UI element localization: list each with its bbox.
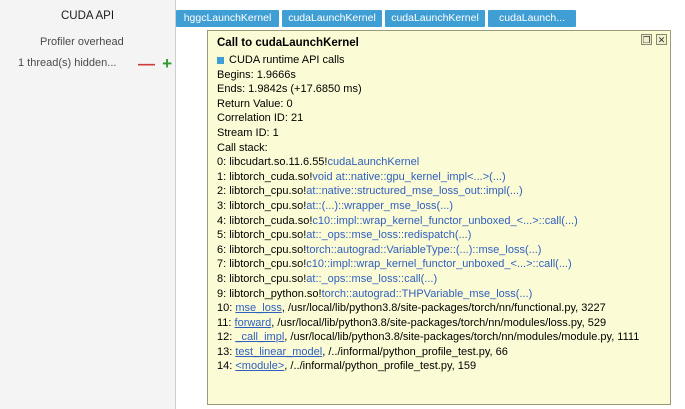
- timeline-kernel-row: [176, 10, 685, 27]
- cuda-api-label[interactable]: CUDA API: [60, 10, 115, 22]
- callstack-frame-index: 2:: [217, 185, 230, 198]
- callstack-list: [217, 155, 664, 374]
- callstack-frame-symbol[interactable]: torch::autograd::VariableType::(...)::mse_loss(...): [306, 243, 542, 256]
- profiler-overhead-label[interactable]: Profiler overhead: [40, 36, 124, 48]
- tooltip-field-begins: Begins: 1.9666s: [217, 68, 296, 81]
- callstack-frame[interactable]: [217, 330, 664, 345]
- callstack-frame-module: libcudart.so.11.6.55!: [229, 156, 328, 169]
- tooltip-field-stream-id: Stream ID: 1: [217, 126, 279, 139]
- callstack-frame-symbol[interactable]: void at::native::gpu_kernel_impl<...>(...): [312, 170, 506, 183]
- thread-visibility-controls: [134, 54, 172, 73]
- callstack-frame-module: libtorch_cpu.so!: [229, 229, 307, 242]
- timeline-chip-1[interactable]: cudaLaunchKernel: [282, 10, 382, 27]
- callstack-frame-symbol[interactable]: torch::autograd::THPVariable_mse_loss(...): [321, 287, 533, 300]
- callstack-frame-module: libtorch_cuda.so!: [229, 170, 313, 183]
- callstack-frame-index: 1:: [217, 170, 230, 183]
- timeline-chip-0[interactable]: hggcLaunchKernel: [176, 10, 279, 27]
- callstack-frame[interactable]: [217, 272, 664, 287]
- callstack-frame[interactable]: [217, 301, 664, 316]
- callstack-frame-module: libtorch_cpu.so!: [229, 272, 307, 285]
- callstack-frame-symbol[interactable]: at::_ops::mse_loss::redispatch(...): [306, 229, 472, 242]
- callstack-frame[interactable]: [217, 214, 664, 229]
- callstack-frame-symbol[interactable]: _call_impl: [235, 331, 285, 344]
- tooltip-category-label: CUDA runtime API calls: [229, 54, 345, 66]
- callstack-frame-module: libtorch_cpu.so!: [229, 243, 307, 256]
- threads-hidden-label[interactable]: 1 thread(s) hidden...: [18, 57, 117, 69]
- callstack-frame-path: , /usr/local/lib/python3.8/site-packages/torch/nn/modules/module.py, 1111: [284, 331, 640, 344]
- timeline-chip-3[interactable]: cudaLaunch...: [488, 10, 576, 27]
- restore-icon[interactable]: ❐: [642, 34, 651, 45]
- callstack-frame-index: 0:: [217, 156, 230, 169]
- close-icon[interactable]: ✕: [657, 34, 666, 45]
- callstack-frame-index: 3:: [217, 199, 230, 212]
- callstack-frame-index: 12:: [217, 331, 236, 344]
- callstack-frame[interactable]: [217, 257, 664, 272]
- callstack-frame[interactable]: [217, 316, 664, 331]
- callstack-frame[interactable]: [217, 345, 664, 360]
- callstack-frame[interactable]: [217, 184, 664, 199]
- event-details-tooltip: [207, 30, 671, 405]
- callstack-frame-path: , /../informal/python_profile_test.py, 66: [322, 345, 508, 358]
- callstack-frame-module: libtorch_cpu.so!: [229, 185, 307, 198]
- tooltip-content: [217, 37, 664, 374]
- callstack-frame-path: , /usr/local/lib/python3.8/site-packages/torch/nn/modules/loss.py, 529: [271, 316, 607, 329]
- callstack-frame-symbol[interactable]: cudaLaunchKernel: [327, 156, 420, 169]
- cuda-api-row-header-panel: [0, 0, 176, 409]
- callstack-frame[interactable]: [217, 359, 664, 374]
- callstack-frame-symbol[interactable]: at::(...)::wrapper_mse_loss(...): [306, 199, 453, 212]
- callstack-frame-module: libtorch_python.so!: [229, 287, 322, 300]
- callstack-frame-symbol[interactable]: forward: [234, 316, 272, 329]
- show-thread-button[interactable]: +: [162, 54, 172, 73]
- callstack-frame[interactable]: [217, 155, 664, 170]
- tooltip-field-return-value: Return Value: 0: [217, 97, 293, 110]
- callstack-frame-index: 13:: [217, 345, 236, 358]
- callstack-frame-index: 11:: [217, 316, 235, 329]
- callstack-frame-index: 4:: [217, 214, 230, 227]
- tooltip-callstack-label: Call stack:: [217, 141, 268, 154]
- callstack-frame-index: 9:: [217, 287, 230, 300]
- callstack-frame-index: 10:: [217, 302, 236, 315]
- callstack-frame-symbol[interactable]: c10::impl::wrap_kernel_functor_unboxed_<...>::call(...): [312, 214, 578, 227]
- callstack-frame-symbol[interactable]: at::_ops::mse_loss::call(...): [306, 272, 438, 285]
- callstack-frame[interactable]: [217, 170, 664, 185]
- tooltip-title: Call to cudaLaunchKernel: [217, 37, 359, 49]
- callstack-frame-symbol[interactable]: at::native::structured_mse_loss_out::impl(...): [306, 185, 523, 198]
- callstack-frame-index: 8:: [217, 272, 230, 285]
- callstack-frame-symbol[interactable]: mse_loss: [235, 302, 282, 315]
- callstack-frame[interactable]: [217, 199, 664, 214]
- callstack-frame-index: 7:: [217, 258, 230, 271]
- callstack-frame-index: 6:: [217, 243, 230, 256]
- callstack-frame[interactable]: [217, 287, 664, 302]
- callstack-frame-symbol[interactable]: <module>: [235, 360, 285, 373]
- callstack-frame-symbol[interactable]: c10::impl::wrap_kernel_functor_unboxed_<...>::call(...): [306, 258, 572, 271]
- callstack-frame-symbol[interactable]: test_linear_model: [235, 345, 323, 358]
- callstack-frame[interactable]: [217, 228, 664, 243]
- callstack-frame-path: , /usr/local/lib/python3.8/site-packages/torch/nn/functional.py, 3227: [281, 302, 606, 315]
- callstack-frame[interactable]: [217, 243, 664, 258]
- callstack-frame-index: 5:: [217, 229, 230, 242]
- timeline-chip-2[interactable]: cudaLaunchKernel: [385, 10, 485, 27]
- callstack-frame-module: libtorch_cpu.so!: [229, 258, 307, 271]
- callstack-frame-module: libtorch_cuda.so!: [229, 214, 313, 227]
- callstack-frame-module: libtorch_cpu.so!: [229, 199, 307, 212]
- hide-thread-button[interactable]: —: [138, 54, 155, 73]
- callstack-frame-index: 14:: [217, 360, 236, 373]
- tooltip-category-row: [217, 53, 664, 68]
- tooltip-field-correlation-id: Correlation ID: 21: [217, 112, 304, 125]
- tooltip-field-ends: Ends: 1.9842s (+17.6850 ms): [217, 83, 362, 96]
- category-color-swatch: [217, 57, 224, 64]
- callstack-frame-path: , /../informal/python_profile_test.py, 159: [284, 360, 477, 373]
